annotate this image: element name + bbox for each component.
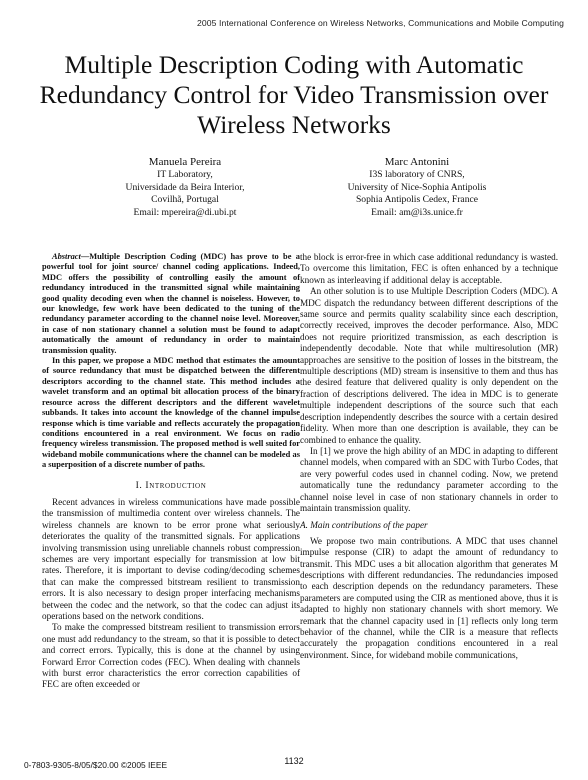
author-affiliation-line: Covilhã, Portugal bbox=[151, 194, 219, 205]
right-column bbox=[300, 252, 558, 661]
abstract bbox=[42, 252, 300, 471]
author-block-2 bbox=[322, 155, 512, 219]
intro-paragraph-2: To make the compressed bitstream resilient to transmission errors one must add redundancy to the stream, so that it is possible to detect and correct errors. Typically, this is done at the channel by using Forward Error Correction codes (FEC). When dealing with channels with burst error characteristics the error correction capabilities of FEC are often exceeded or bbox=[42, 622, 300, 690]
title-line-2: Redundancy Control for Video Transmission over bbox=[39, 80, 549, 109]
author-affiliation-line: University of Nice-Sophia Antipolis bbox=[347, 181, 487, 193]
author-affiliation-line: IT Laboratory, bbox=[157, 169, 213, 180]
left-column bbox=[42, 252, 300, 691]
conference-header: 2005 International Conference on Wireless Networks, Communications and Mobile Computing bbox=[197, 18, 564, 28]
author-name: Marc Antonini bbox=[384, 156, 450, 168]
abstract-paragraph-1 bbox=[42, 252, 300, 356]
intro-paragraph-1: Recent advances in wireless communications have made possible the transmission of multimedia content over wireless channels. The wireless channels are known to be error prone what seriously deteriorates the quality of the transmitted signals. For applications involving transmission using unreliable channels robust compression schemes are very important especially for transmission at low bit rates. Therefore, it is important to devise coding/decoding schemes that can make the compressed bitstream resilient to transmission errors. It is also necessary to design proper interfacing mechanisms between the codec and the network, so that the codec can adjust its operations based on the network conditions. bbox=[42, 496, 300, 621]
body-paragraph-contributions: We propose two main contributions. A MDC that uses channel impulse response (CIR) to adapt the amount of redundancy to transmit. This MDC uses a bit allocation algorithm that generates M descriptions with different redundancies. The redundancies imposed to each description depends on the redundancy parameters. These parameters are computed using the CIR as mentioned above, thus it is adapted to highly non stationary channels with short memory. We remark that the channel capacity used in [1] reflects only long term behavior of the channel, while the CIR is a measure that reflects accurately the propagation conditions encountered in a real environment. Since, for wideband mobile communications, bbox=[300, 535, 558, 660]
abstract-label: Abstract bbox=[52, 252, 81, 261]
author-affiliation-line: I3S laboratory of CNRS, bbox=[369, 169, 465, 180]
author-email: Email: mpereira@di.ubi.pt bbox=[133, 206, 237, 218]
author-email: Email: am@i3s.unice.fr bbox=[371, 206, 463, 218]
author-affiliation-line: Sophia Antipolis Cedex, France bbox=[355, 194, 479, 205]
section-heading-introduction: I. Introduction bbox=[135, 479, 207, 491]
subsection-heading-contributions: A. Main contributions of the paper bbox=[300, 520, 428, 531]
body-paragraph-continued: the block is error-free in which case additional redundancy is wasted. To overcome this limitation, FEC is often enhanced by a technique known as interleaving if additional delay is acceptable. bbox=[300, 252, 558, 285]
copyright-footer: 0-7803-9305-8/05/$20.00 ©2005 IEEE bbox=[24, 760, 168, 770]
title-line-3: Wireless Networks bbox=[197, 110, 391, 139]
page-number: 1132 bbox=[284, 756, 304, 766]
body-paragraph-mdc: An other solution is to use Multiple Description Coders (MDC). A MDC dispatch the redundancy between different descriptions of the same source and permits quality scalability since each description, correctly received, improves the decoder performance. Also, MDC does not require prioritized transmission, as each description is independently decodable. Note that while multiresolution (MR) approaches are sensitive to the position of losses in the bitstream, the multiple descriptions (MD) stream is insensitive to them and thus has the desired feature that delivered quality is only dependent on the fraction of descriptions delivered. The idea in MDC is to generate multiple independent descriptions of the source such that each description independently describes the source with a certain desired fidelity. When more than one description is available, they can be combined to enhance the quality. bbox=[300, 286, 558, 445]
title-line-1: Multiple Description Coding with Automatic bbox=[64, 50, 524, 79]
author-affiliation-line: Universidade da Beira Interior, bbox=[125, 181, 245, 193]
paper-title bbox=[20, 50, 568, 140]
body-paragraph-prior-work: In [1] we prove the high ability of an MDC in adapting to different channel models, when compared with an SDC with Turbo Codes, that are very powerful codes used in channel coding. Now, we pretend automatically tune the redundancy parameter according to the channel noise level in case of non stationary channels in order to maintain transmission quality. bbox=[300, 445, 558, 513]
abstract-text: —Multiple Description Coding (MDC) has prove to be a powerful tool for joint source/ channel coding applications. Indeed, MDC offers the possibility of controlling easily the amount of redundancy introduced in the transmitted signal while maintaining good quality decoding even when the channel is noiseless. However, to our knowledge, few work have been dedicated to the tuning of the redundancy parameter according to the channel noise level. Moreover, in case of non stationary channel a solution must be found to adapt automatically the amount of redundancy in order to maintain transmission quality. bbox=[42, 252, 300, 355]
author-block-1 bbox=[90, 155, 280, 219]
abstract-paragraph-2: In this paper, we propose a MDC method that estimates the amount of source redundancy that must be dispatched between the different descriptors according to the channel state. This method includes a wavelet transform and an optimal bit allocation process of the binary resource across the different descriptors and the different wavelet subbands. It takes into account the knowledge of the channel impulse response which is time variable and reflects accurately the propagation conditions encountered in a real environment. We focus on radio frequency wireless transmission. The proposed method is well suited for wideband mobile communications where the channel can be modeled as a superposition of a discrete number of paths. bbox=[42, 356, 300, 470]
author-name: Manuela Pereira bbox=[148, 156, 222, 168]
